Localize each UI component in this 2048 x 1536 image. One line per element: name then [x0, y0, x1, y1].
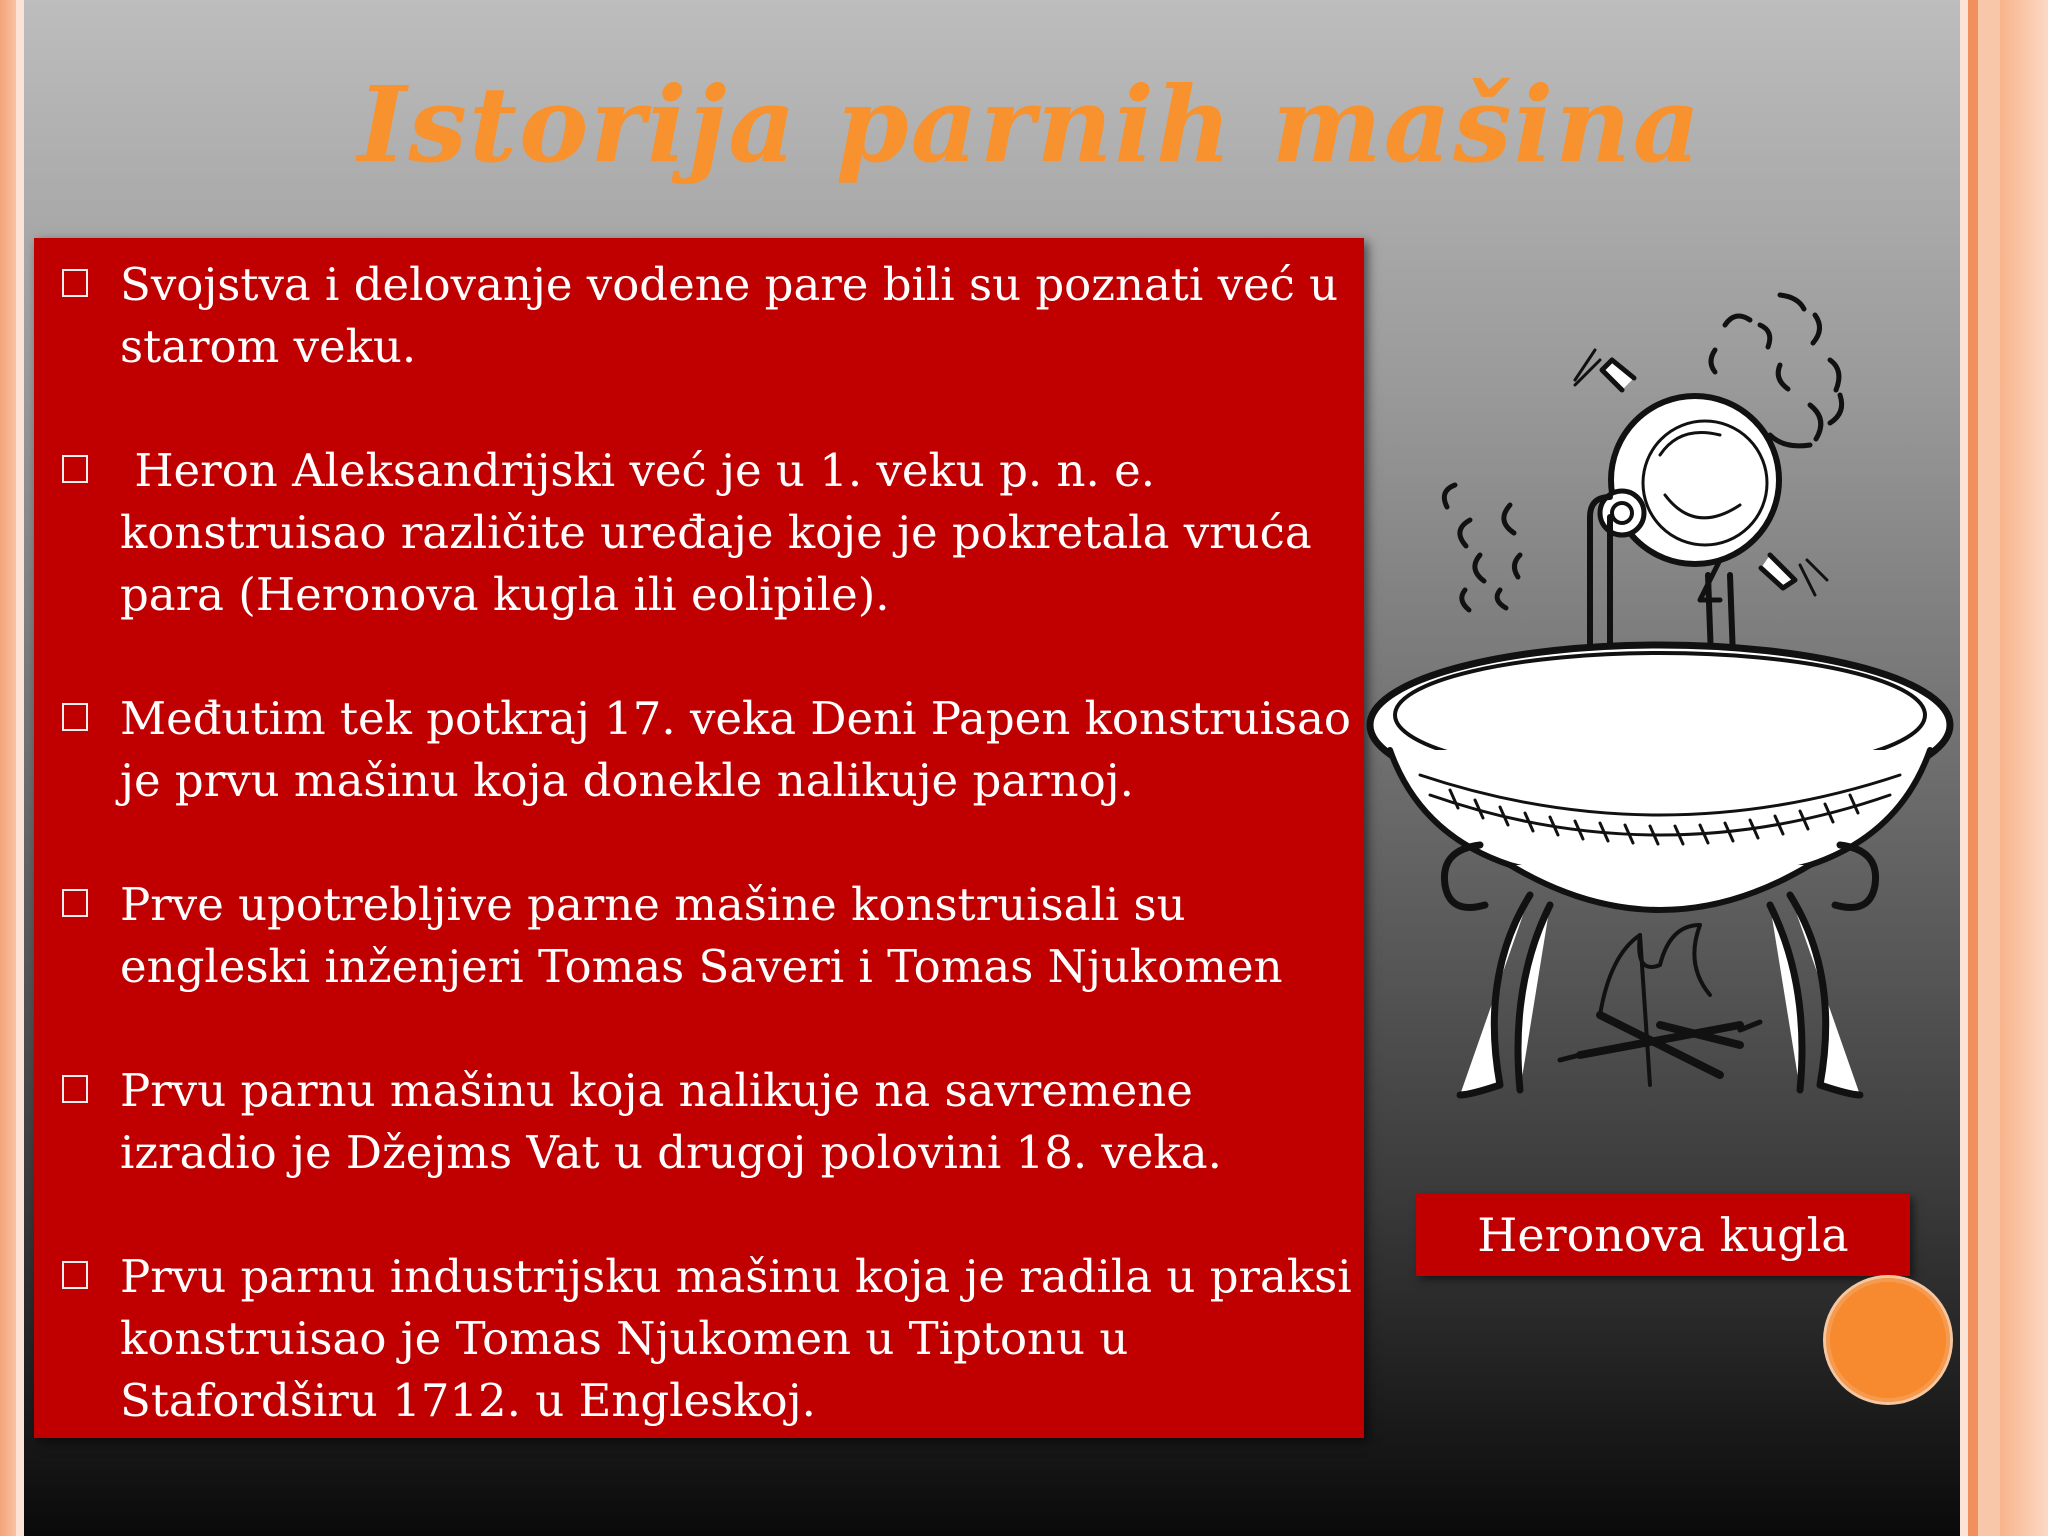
bullet-text: Prve upotrebljive parne mašine konstruisali su engleski inženjeri Tomas Saveri i Tomas Njukomen — [120, 878, 1283, 993]
frame-stripe-right — [1968, 0, 1978, 1536]
bullet-text: Međutim tek potkraj 17. veka Deni Papen konstruisao je prvu mašinu koja donekle nalikuje parnoj. — [120, 692, 1352, 807]
aeolipile-illustration-icon — [1360, 255, 1960, 1155]
frame-stripe-right-inner — [1960, 0, 1968, 1536]
bullet-list — [60, 254, 1360, 1432]
bullet-item — [60, 1060, 1360, 1184]
bullet-item — [60, 254, 1360, 378]
bullet-text: Prvu parnu industrijsku mašinu koja je radila u praksi konstruisao je Tomas Njukomen u Tiptonu u Stafordširu 1712. u Engleskoj. — [120, 1250, 1352, 1427]
bullet-text: Heron Aleksandrijski već je u 1. veku p. n. e. konstruisao različite uređaje koje je pokretala vruća para (Heronova kugla ili eolipile). — [120, 444, 1326, 621]
slide-title: Istorija parnih mašina — [357, 63, 1703, 186]
frame-stripe-right-edge — [2000, 0, 2048, 1536]
bullet-text: Prvu parnu mašinu koja nalikuje na savremene izradio je Džejms Vat u drugoj polovini 18. veka. — [120, 1064, 1222, 1179]
frame-stripe-left-inner — [16, 0, 24, 1536]
bullet-box-icon — [62, 269, 88, 297]
bullet-item — [60, 874, 1360, 998]
frame-stripe-left — [0, 0, 16, 1536]
bullet-box-icon — [62, 703, 88, 731]
frame-stripe-right-outer — [1978, 0, 2000, 1536]
bullet-item — [60, 1246, 1360, 1432]
bullet-item — [60, 440, 1360, 626]
bullet-text: Svojstva i delovanje vodene pare bili su poznati već u starom veku. — [120, 258, 1339, 373]
bullet-box-icon — [62, 455, 88, 483]
bullet-box-icon — [62, 1261, 88, 1289]
orange-circle-decoration — [1826, 1278, 1950, 1402]
bullet-item — [60, 688, 1360, 812]
bullet-box-icon — [62, 889, 88, 917]
figure-caption: Heronova kugla — [1416, 1194, 1910, 1276]
bullet-box-icon — [62, 1075, 88, 1103]
